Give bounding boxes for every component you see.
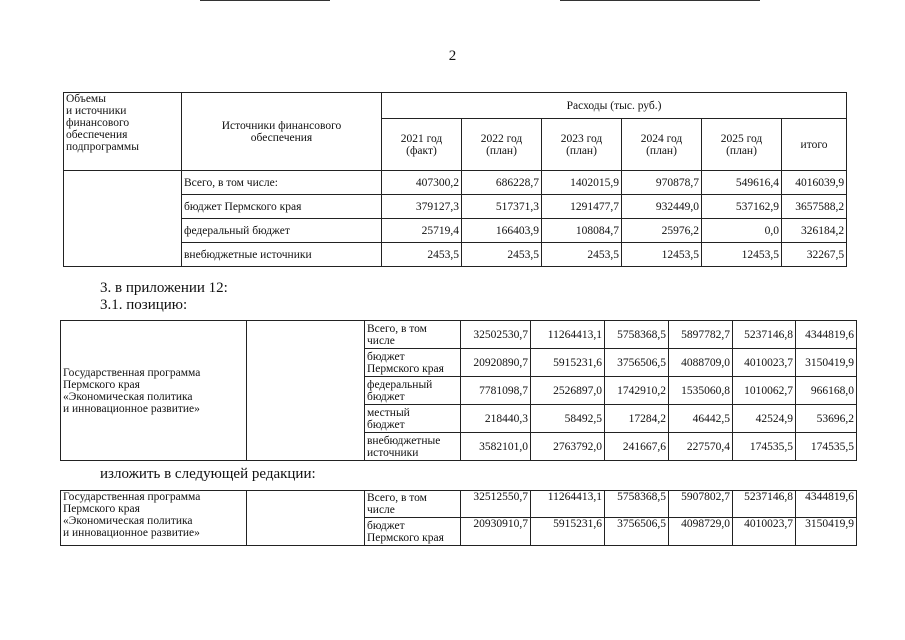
cell-value: 2763792,0 [531, 433, 605, 461]
cell-value: 227570,4 [669, 433, 733, 461]
row-label: Всего, в том числе [365, 321, 461, 349]
table-row [64, 243, 847, 267]
cell-value: 407300,2 [382, 171, 462, 195]
cell-value: 5758368,5 [605, 491, 669, 518]
cell-value: 4344819,6 [796, 491, 857, 518]
cell-value: 5907802,7 [669, 491, 733, 518]
table-row [61, 321, 857, 349]
cell-value: 3756506,5 [605, 518, 669, 546]
cell-value: 53696,2 [796, 405, 857, 433]
cell-value: 3150419,9 [796, 518, 857, 546]
row-label: местный бюджет [365, 405, 461, 433]
cell-value: 20920890,7 [461, 349, 531, 377]
row-label: внебюджетные источники [182, 243, 382, 267]
row-label: Всего, в том числе: [182, 171, 382, 195]
cell-value: 3756506,5 [605, 349, 669, 377]
cell-value: 241667,6 [605, 433, 669, 461]
cell-value: 32267,5 [782, 243, 847, 267]
row-label: федеральный бюджет [365, 377, 461, 405]
cell-value: 17284,2 [605, 405, 669, 433]
paragraph-new-edition: изложить в следующей редакции: [100, 466, 316, 482]
cell-value: 25719,4 [382, 219, 462, 243]
cell-value: 0,0 [702, 219, 782, 243]
top-rule-right [560, 0, 760, 1]
table-row [61, 491, 857, 518]
cell-value: 3150419,9 [796, 349, 857, 377]
cell-value: 966168,0 [796, 377, 857, 405]
cell-value: 4010023,7 [733, 349, 796, 377]
year-header: 2022 год (план) [462, 119, 542, 171]
expenses-header: Расходы (тыс. руб.) [382, 93, 847, 119]
cell-value: 1010062,7 [733, 377, 796, 405]
row-label: бюджет Пермского края [182, 195, 382, 219]
cell-value: 326184,2 [782, 219, 847, 243]
cell-value: 1535060,8 [669, 377, 733, 405]
cell-value: 2453,5 [542, 243, 622, 267]
empty-cell [247, 491, 365, 546]
cell-value: 7781098,7 [461, 377, 531, 405]
cell-value: 174535,5 [733, 433, 796, 461]
page-number: 2 [448, 48, 457, 64]
year-header: 2025 год (план) [702, 119, 782, 171]
row-label: бюджет Пермского края [365, 518, 461, 546]
cell-value: 932449,0 [622, 195, 702, 219]
row-header-cell: Объемы и источники финансового обеспечения подпрограммы [64, 93, 182, 171]
cell-value: 970878,7 [622, 171, 702, 195]
program-new-position-table [60, 490, 857, 546]
sources-header: Источники финансового обеспечения [182, 93, 382, 171]
row-label: Всего, в том числе [365, 491, 461, 518]
paragraph-appendix: 3. в приложении 12: [100, 280, 228, 296]
cell-value: 4098729,0 [669, 518, 733, 546]
cell-value: 686228,7 [462, 171, 542, 195]
cell-value: 2453,5 [462, 243, 542, 267]
cell-value: 379127,3 [382, 195, 462, 219]
cell-value: 5237146,8 [733, 491, 796, 518]
cell-value: 11264413,1 [531, 321, 605, 349]
cell-value: 4088709,0 [669, 349, 733, 377]
cell-value: 20930910,7 [461, 518, 531, 546]
total-header: итого [782, 119, 847, 171]
cell-value: 12453,5 [702, 243, 782, 267]
cell-value: 3657588,2 [782, 195, 847, 219]
cell-value: 42524,9 [733, 405, 796, 433]
cell-value: 549616,4 [702, 171, 782, 195]
cell-value: 25976,2 [622, 219, 702, 243]
cell-value: 108084,7 [542, 219, 622, 243]
cell-value: 4344819,6 [796, 321, 857, 349]
cell-value: 4016039,9 [782, 171, 847, 195]
cell-value: 5915231,6 [531, 349, 605, 377]
cell-value: 2453,5 [382, 243, 462, 267]
year-header: 2024 год (план) [622, 119, 702, 171]
cell-value: 12453,5 [622, 243, 702, 267]
top-rule-left [200, 0, 330, 1]
cell-value: 218440,3 [461, 405, 531, 433]
cell-value: 1742910,2 [605, 377, 669, 405]
cell-value: 2526897,0 [531, 377, 605, 405]
cell-value: 537162,9 [702, 195, 782, 219]
cell-value: 11264413,1 [531, 491, 605, 518]
cell-value: 1402015,9 [542, 171, 622, 195]
program-old-position-table [60, 320, 857, 461]
empty-cell [247, 321, 365, 461]
row-header-spacer [64, 171, 182, 267]
cell-value: 5758368,5 [605, 321, 669, 349]
cell-value: 5897782,7 [669, 321, 733, 349]
cell-value: 5915231,6 [531, 518, 605, 546]
cell-value: 166403,9 [462, 219, 542, 243]
year-header: 2021 год (факт) [382, 119, 462, 171]
program-name: Государственная программа Пермского края «Экономическая политика и инновационное развитие» [61, 321, 247, 461]
cell-value: 5237146,8 [733, 321, 796, 349]
cell-value: 174535,5 [796, 433, 857, 461]
cell-value: 58492,5 [531, 405, 605, 433]
cell-value: 1291477,7 [542, 195, 622, 219]
year-header: 2023 год (план) [542, 119, 622, 171]
table-row [64, 195, 847, 219]
row-label: внебюджетные источники [365, 433, 461, 461]
cell-value: 4010023,7 [733, 518, 796, 546]
table-row [64, 171, 847, 195]
cell-value: 32512550,7 [461, 491, 531, 518]
paragraph-position: 3.1. позицию: [100, 297, 188, 313]
row-label: бюджет Пермского края [365, 349, 461, 377]
cell-value: 3582101,0 [461, 433, 531, 461]
subprogram-financing-table [63, 92, 847, 267]
row-label: федеральный бюджет [182, 219, 382, 243]
table-row [64, 219, 847, 243]
cell-value: 46442,5 [669, 405, 733, 433]
program-name: Государственная программа Пермского края «Экономическая политика и инновационное развитие» [61, 491, 247, 546]
cell-value: 32502530,7 [461, 321, 531, 349]
cell-value: 517371,3 [462, 195, 542, 219]
